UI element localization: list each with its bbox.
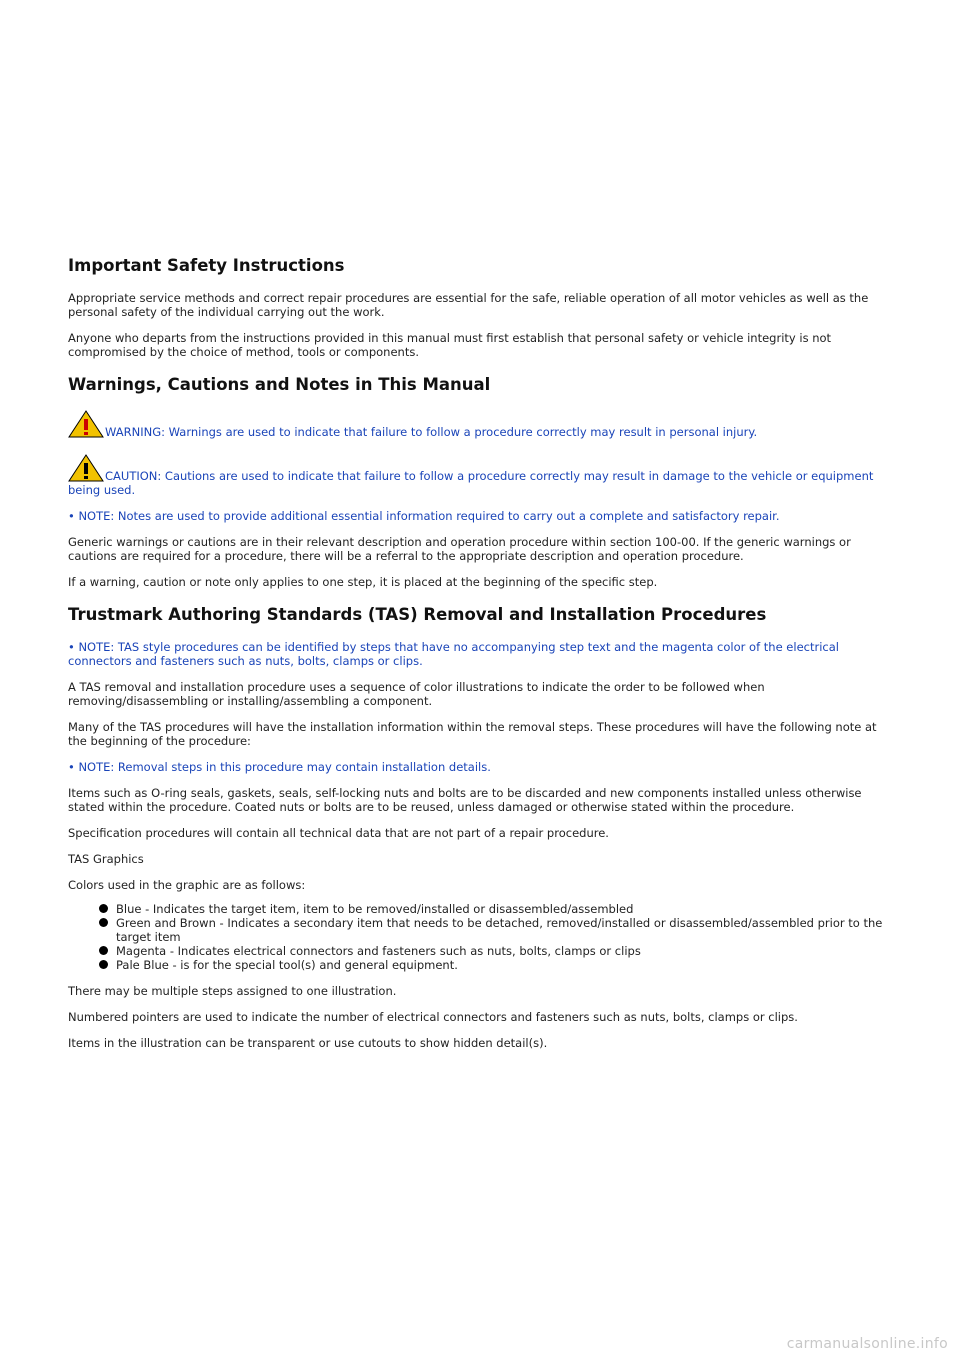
tas-colors-list <box>68 902 898 972</box>
heading-important-safety: Important Safety Instructions <box>68 256 345 275</box>
bullet-dot-icon <box>99 946 108 955</box>
warnings-paragraph-2: If a warning, caution or note only applies to one step, it is placed at the beginning of the specific step. <box>68 575 658 589</box>
tas-note-2: • NOTE: Removal steps in this procedure may contain installation details. <box>68 760 491 774</box>
warning-text: WARNING: Warnings are used to indicate that failure to follow a procedure correctly may result in personal injury. <box>105 425 758 439</box>
tas-paragraph-5: There may be multiple steps assigned to one illustration. <box>68 984 397 998</box>
warning-line <box>68 410 898 439</box>
tas-paragraph-4: Specification procedures will contain all technical data that are not part of a repair procedure. <box>68 826 609 840</box>
watermark-logo[interactable]: carmanualsonline.info <box>786 1336 948 1352</box>
list-item <box>68 944 898 958</box>
list-item-text: Blue - Indicates the target item, item to be removed/installed or disassembled/assembled <box>116 902 634 916</box>
tas-note-1: • NOTE: TAS style procedures can be identified by steps that have no accompanying step text and the magenta color of the electrical connectors and fasteners such as nuts, bolts, clamps or clips. <box>68 640 839 668</box>
tas-colors-intro: Colors used in the graphic are as follows: <box>68 878 306 892</box>
manual-page <box>68 256 898 1050</box>
note-line: • NOTE: Notes are used to provide additional essential information required to carry out a complete and satisfactory repair. <box>68 509 780 523</box>
tas-paragraph-3: Items such as O-ring seals, gaskets, seals, self-locking nuts and bolts are to be discarded and new components installed unless otherwise stated within the procedure. Coated nuts or bolts are to be reused, unless damaged or otherwise stated within the procedure. <box>68 786 862 814</box>
tas-paragraph-6: Numbered pointers are used to indicate the number of electrical connectors and fasteners such as nuts, bolts, clamps or clips. <box>68 1010 798 1024</box>
tas-paragraph-2: Many of the TAS procedures will have the installation information within the removal steps. These procedures will have the following note at the beginning of the procedure: <box>68 720 877 748</box>
caution-text: CAUTION: Cautions are used to indicate that failure to follow a procedure correctly may result in damage to the vehicle or equipment being used. <box>68 469 874 497</box>
tas-paragraph-7: Items in the illustration can be transparent or use cutouts to show hidden detail(s). <box>68 1036 548 1050</box>
list-item <box>68 902 898 916</box>
warning-triangle-icon <box>68 410 104 438</box>
tas-paragraph-1: A TAS removal and installation procedure uses a sequence of color illustrations to indicate the order to be followed when removing/disassembling or installing/assembling a component. <box>68 680 765 708</box>
safety-paragraph-1: Appropriate service methods and correct repair procedures are essential for the safe, reliable operation of all motor vehicles as well as the personal safety of the individual carrying out the work. <box>68 291 869 319</box>
safety-paragraph-2: Anyone who departs from the instructions provided in this manual must first establish that personal safety or vehicle integrity is not compromised by the choice of method, tools or components. <box>68 331 832 359</box>
caution-line <box>68 454 898 497</box>
bullet-dot-icon <box>99 960 108 969</box>
heading-warnings-cautions-notes: Warnings, Cautions and Notes in This Manual <box>68 375 491 394</box>
list-item <box>68 958 898 972</box>
caution-triangle-icon <box>68 454 104 482</box>
list-item-text: Magenta - Indicates electrical connectors and fasteners such as nuts, bolts, clamps or clips <box>116 944 641 958</box>
list-item-text: Green and Brown - Indicates a secondary item that needs to be detached, removed/installed or disassembled/assembled prior to the target item <box>116 916 883 944</box>
bullet-dot-icon <box>99 918 108 927</box>
list-item-text: Pale Blue - is for the special tool(s) and general equipment. <box>116 958 458 972</box>
tas-graphics-label: TAS Graphics <box>68 852 144 866</box>
list-item <box>68 916 898 944</box>
bullet-dot-icon <box>99 904 108 913</box>
heading-tas: Trustmark Authoring Standards (TAS) Removal and Installation Procedures <box>68 605 767 624</box>
warnings-paragraph-1: Generic warnings or cautions are in their relevant description and operation procedure within section 100-00. If the generic warnings or cautions are required for a procedure, there will be a referral to the appropriate description and operation procedure. <box>68 535 851 563</box>
